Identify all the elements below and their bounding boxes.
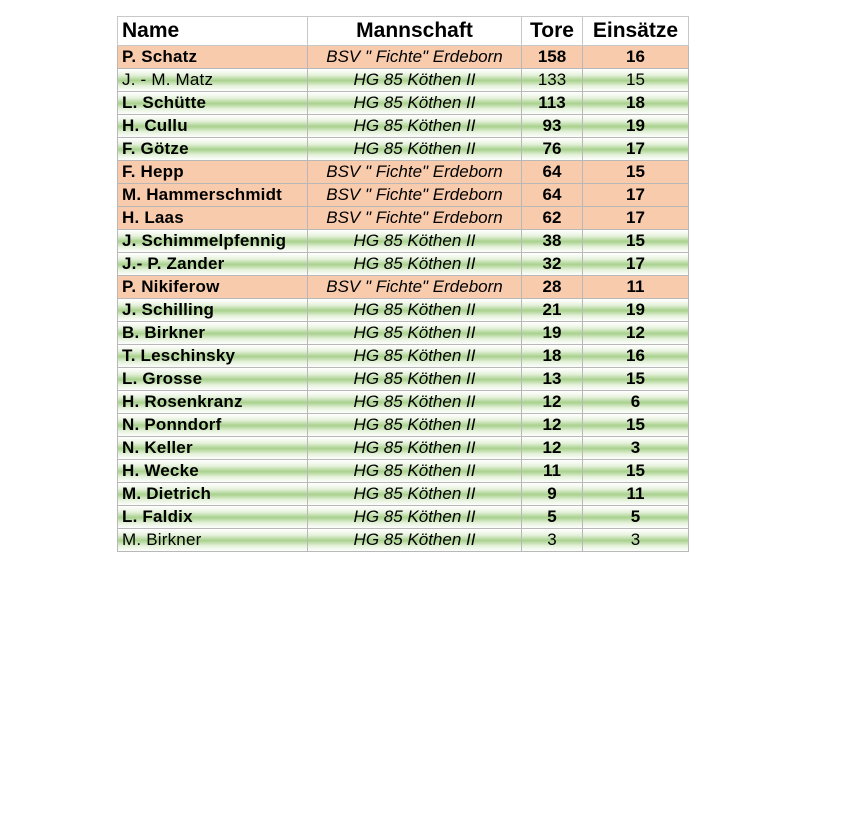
- goals-cell: 12: [522, 391, 583, 414]
- team-cell: HG 85 Köthen II: [308, 506, 522, 529]
- games-cell: 17: [583, 253, 689, 276]
- team-cell: HG 85 Köthen II: [308, 529, 522, 552]
- goals-cell: 76: [522, 138, 583, 161]
- team-cell: HG 85 Köthen II: [308, 483, 522, 506]
- team-cell: BSV " Fichte" Erdeborn: [308, 46, 522, 69]
- table-row: [118, 184, 689, 207]
- table-row: [118, 322, 689, 345]
- games-cell: 15: [583, 161, 689, 184]
- header-goals: Tore: [522, 17, 583, 46]
- player-name-cell: J. - M. Matz: [118, 69, 308, 92]
- team-cell: HG 85 Köthen II: [308, 253, 522, 276]
- team-cell: HG 85 Köthen II: [308, 115, 522, 138]
- games-cell: 15: [583, 230, 689, 253]
- scorers-table: [117, 16, 689, 552]
- team-cell: BSV " Fichte" Erdeborn: [308, 207, 522, 230]
- player-name-cell: P. Nikiferow: [118, 276, 308, 299]
- games-cell: 12: [583, 322, 689, 345]
- goals-cell: 13: [522, 368, 583, 391]
- table-row: [118, 529, 689, 552]
- games-cell: 5: [583, 506, 689, 529]
- games-cell: 3: [583, 529, 689, 552]
- games-cell: 11: [583, 483, 689, 506]
- header-team: Mannschaft: [308, 17, 522, 46]
- goals-cell: 18: [522, 345, 583, 368]
- table-row: [118, 253, 689, 276]
- goals-cell: 113: [522, 92, 583, 115]
- table-row: [118, 414, 689, 437]
- goals-cell: 21: [522, 299, 583, 322]
- team-cell: HG 85 Köthen II: [308, 368, 522, 391]
- table-row: [118, 483, 689, 506]
- player-name-cell: M. Hammerschmidt: [118, 184, 308, 207]
- goals-cell: 3: [522, 529, 583, 552]
- games-cell: 15: [583, 414, 689, 437]
- team-cell: HG 85 Köthen II: [308, 69, 522, 92]
- games-cell: 6: [583, 391, 689, 414]
- games-cell: 11: [583, 276, 689, 299]
- goals-cell: 158: [522, 46, 583, 69]
- player-name-cell: J.- P. Zander: [118, 253, 308, 276]
- team-cell: BSV " Fichte" Erdeborn: [308, 184, 522, 207]
- team-cell: HG 85 Köthen II: [308, 391, 522, 414]
- team-cell: HG 85 Köthen II: [308, 345, 522, 368]
- games-cell: 17: [583, 138, 689, 161]
- team-cell: HG 85 Köthen II: [308, 92, 522, 115]
- table-row: [118, 92, 689, 115]
- games-cell: 15: [583, 368, 689, 391]
- table-row: [118, 276, 689, 299]
- team-cell: BSV " Fichte" Erdeborn: [308, 276, 522, 299]
- games-cell: 15: [583, 69, 689, 92]
- games-cell: 19: [583, 299, 689, 322]
- player-name-cell: H. Wecke: [118, 460, 308, 483]
- team-cell: HG 85 Köthen II: [308, 437, 522, 460]
- player-name-cell: T. Leschinsky: [118, 345, 308, 368]
- player-name-cell: M. Birkner: [118, 529, 308, 552]
- table-row: [118, 345, 689, 368]
- player-name-cell: H. Laas: [118, 207, 308, 230]
- player-name-cell: M. Dietrich: [118, 483, 308, 506]
- games-cell: 17: [583, 207, 689, 230]
- player-name-cell: L. Faldix: [118, 506, 308, 529]
- player-name-cell: P. Schatz: [118, 46, 308, 69]
- goals-cell: 62: [522, 207, 583, 230]
- table-header: [118, 17, 689, 46]
- games-cell: 15: [583, 460, 689, 483]
- player-name-cell: B. Birkner: [118, 322, 308, 345]
- goals-cell: 133: [522, 69, 583, 92]
- team-cell: HG 85 Köthen II: [308, 414, 522, 437]
- table-row: [118, 161, 689, 184]
- header-name: Name: [118, 17, 308, 46]
- team-cell: HG 85 Köthen II: [308, 322, 522, 345]
- team-cell: HG 85 Köthen II: [308, 460, 522, 483]
- table-row: [118, 506, 689, 529]
- games-cell: 18: [583, 92, 689, 115]
- table-row: [118, 368, 689, 391]
- team-cell: HG 85 Köthen II: [308, 230, 522, 253]
- table-row: [118, 460, 689, 483]
- goals-cell: 64: [522, 184, 583, 207]
- player-name-cell: N. Ponndorf: [118, 414, 308, 437]
- player-name-cell: H. Rosenkranz: [118, 391, 308, 414]
- player-name-cell: L. Schütte: [118, 92, 308, 115]
- team-cell: BSV " Fichte" Erdeborn: [308, 161, 522, 184]
- goals-cell: 32: [522, 253, 583, 276]
- player-name-cell: J. Schimmelpfennig: [118, 230, 308, 253]
- goals-cell: 5: [522, 506, 583, 529]
- table-row: [118, 115, 689, 138]
- goals-cell: 9: [522, 483, 583, 506]
- player-name-cell: N. Keller: [118, 437, 308, 460]
- goals-cell: 19: [522, 322, 583, 345]
- table-row: [118, 69, 689, 92]
- player-name-cell: H. Cullu: [118, 115, 308, 138]
- goals-cell: 38: [522, 230, 583, 253]
- table-row: [118, 437, 689, 460]
- goals-cell: 28: [522, 276, 583, 299]
- table-row: [118, 299, 689, 322]
- table-row: [118, 230, 689, 253]
- player-name-cell: F. Götze: [118, 138, 308, 161]
- table-body: [118, 46, 689, 552]
- goals-cell: 11: [522, 460, 583, 483]
- player-name-cell: L. Grosse: [118, 368, 308, 391]
- table-row: [118, 138, 689, 161]
- games-cell: 16: [583, 46, 689, 69]
- header-row: [118, 17, 689, 46]
- player-name-cell: F. Hepp: [118, 161, 308, 184]
- games-cell: 16: [583, 345, 689, 368]
- table-row: [118, 207, 689, 230]
- player-name-cell: J. Schilling: [118, 299, 308, 322]
- table-row: [118, 46, 689, 69]
- goals-cell: 12: [522, 437, 583, 460]
- games-cell: 19: [583, 115, 689, 138]
- games-cell: 3: [583, 437, 689, 460]
- header-games: Einsätze: [583, 17, 689, 46]
- team-cell: HG 85 Köthen II: [308, 138, 522, 161]
- team-cell: HG 85 Köthen II: [308, 299, 522, 322]
- games-cell: 17: [583, 184, 689, 207]
- goals-cell: 64: [522, 161, 583, 184]
- goals-cell: 93: [522, 115, 583, 138]
- table-row: [118, 391, 689, 414]
- goals-cell: 12: [522, 414, 583, 437]
